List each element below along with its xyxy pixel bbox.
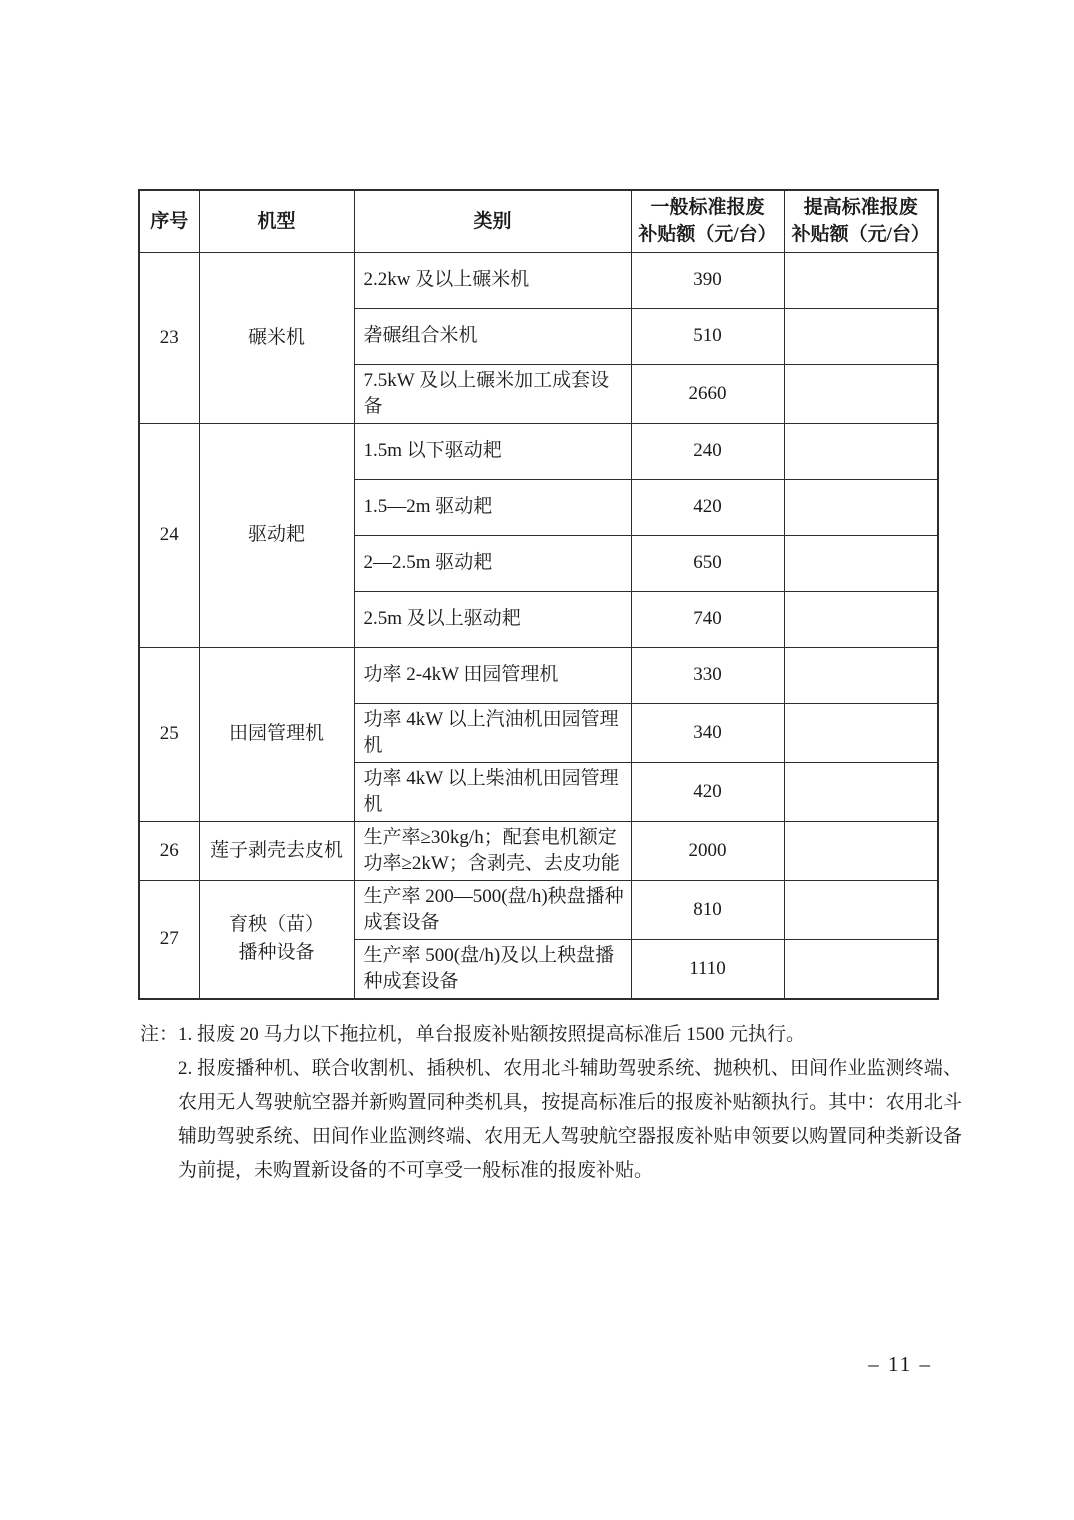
- note-item-2: 2. 报废播种机、联合收割机、插秧机、农用北斗辅助驾驶系统、抛秧机、田间作业监测终端、农用无人驾驶航空器并新购置同种类机具，按提高标准后的报废补贴额执行。其中：农用北斗辅助驾驶系统、田间作业监测终端、农用无人驾驶航空器报废补贴申领要以购置同种类新设备为前提，未购置新设备的不可享受一般标准的报废补贴。: [178, 1058, 962, 1181]
- category-cell: 生产率 500(盘/h)及以上秧盘播种成套设备: [354, 939, 631, 999]
- serial-number: 25: [139, 647, 199, 821]
- serial-number: 24: [139, 423, 199, 647]
- category-cell: 生产率 200—500(盘/h)秧盘播种成套设备: [354, 880, 631, 939]
- general-standard-subsidy: 420: [631, 762, 784, 821]
- column-header-4: 一般标准报废 补贴额（元/台）: [631, 190, 784, 252]
- category-cell: 2.5m 及以上驱动耙: [354, 591, 631, 647]
- general-standard-subsidy: 330: [631, 647, 784, 703]
- general-standard-subsidy: 240: [631, 423, 784, 479]
- general-standard-subsidy: 1110: [631, 939, 784, 999]
- enhanced-standard-subsidy: [784, 364, 938, 423]
- general-standard-subsidy: 810: [631, 880, 784, 939]
- table-header-row: [139, 190, 938, 252]
- category-cell: 功率 4kW 以上柴油机田园管理机: [354, 762, 631, 821]
- enhanced-standard-subsidy: [784, 762, 938, 821]
- enhanced-standard-subsidy: [784, 880, 938, 939]
- category-cell: 功率 4kW 以上汽油机田园管理机: [354, 703, 631, 762]
- machine-type: 莲子剥壳去皮机: [199, 821, 354, 880]
- notes-label: 注：: [140, 1024, 179, 1045]
- general-standard-subsidy: 2000: [631, 821, 784, 880]
- enhanced-standard-subsidy: [784, 647, 938, 703]
- column-header-2: 机型: [199, 190, 354, 252]
- serial-number: 26: [139, 821, 199, 880]
- enhanced-standard-subsidy: [784, 821, 938, 880]
- enhanced-standard-subsidy: [784, 591, 938, 647]
- note-item-1: 1. 报废 20 马力以下拖拉机，单台报废补贴额按照提高标准后 1500 元执行。: [178, 1024, 806, 1045]
- enhanced-standard-subsidy: [784, 308, 938, 364]
- table-row: [139, 423, 938, 479]
- category-cell: 砻碾组合米机: [354, 308, 631, 364]
- table-row: [139, 880, 938, 939]
- table-notes: [140, 1018, 962, 1188]
- general-standard-subsidy: 2660: [631, 364, 784, 423]
- table-row: [139, 252, 938, 308]
- table-row: [139, 821, 938, 880]
- machine-type: 驱动耙: [199, 423, 354, 647]
- column-header-1: 序号: [139, 190, 199, 252]
- serial-number: 27: [139, 880, 199, 999]
- category-cell: 生产率≥30kg/h；配套电机额定功率≥2kW；含剥壳、去皮功能: [354, 821, 631, 880]
- column-header-5: 提高标准报废 补贴额（元/台）: [784, 190, 938, 252]
- column-header-3: 类别: [354, 190, 631, 252]
- machine-type: 育秧（苗） 播种设备: [199, 880, 354, 999]
- category-cell: 1.5m 以下驱动耙: [354, 423, 631, 479]
- general-standard-subsidy: 510: [631, 308, 784, 364]
- category-cell: 7.5kW 及以上碾米加工成套设备: [354, 364, 631, 423]
- category-cell: 功率 2-4kW 田园管理机: [354, 647, 631, 703]
- notes-list: [178, 1018, 962, 1188]
- page-number: – 11 –: [868, 1352, 932, 1376]
- general-standard-subsidy: 340: [631, 703, 784, 762]
- general-standard-subsidy: 740: [631, 591, 784, 647]
- category-cell: 2—2.5m 驱动耙: [354, 535, 631, 591]
- category-cell: 1.5—2m 驱动耙: [354, 479, 631, 535]
- enhanced-standard-subsidy: [784, 939, 938, 999]
- table-row: [139, 647, 938, 703]
- general-standard-subsidy: 420: [631, 479, 784, 535]
- machine-type: 碾米机: [199, 252, 354, 423]
- general-standard-subsidy: 650: [631, 535, 784, 591]
- machine-type: 田园管理机: [199, 647, 354, 821]
- general-standard-subsidy: 390: [631, 252, 784, 308]
- serial-number: 23: [139, 252, 199, 423]
- enhanced-standard-subsidy: [784, 535, 938, 591]
- enhanced-standard-subsidy: [784, 252, 938, 308]
- scrap-subsidy-table: [138, 189, 939, 1000]
- enhanced-standard-subsidy: [784, 423, 938, 479]
- enhanced-standard-subsidy: [784, 703, 938, 762]
- category-cell: 2.2kw 及以上碾米机: [354, 252, 631, 308]
- enhanced-standard-subsidy: [784, 479, 938, 535]
